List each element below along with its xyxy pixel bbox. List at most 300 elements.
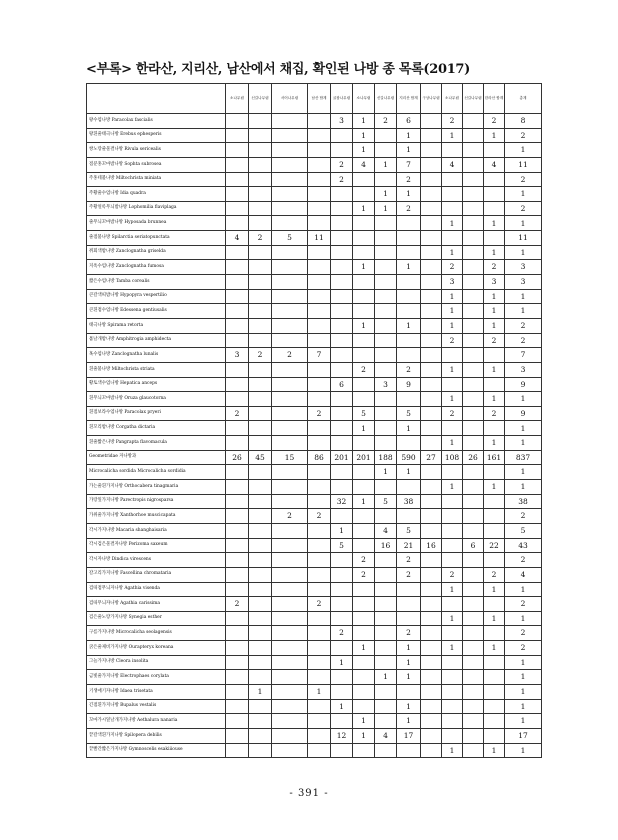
- count-cell: [249, 626, 272, 641]
- count-cell: [375, 597, 397, 612]
- count-cell: [331, 436, 353, 451]
- count-cell: [421, 626, 442, 641]
- count-cell: 38: [505, 494, 542, 509]
- count-cell: 1: [397, 187, 421, 202]
- count-cell: 1: [375, 157, 397, 172]
- count-cell: 3: [505, 362, 542, 377]
- count-cell: [463, 260, 484, 275]
- count-cell: [308, 289, 331, 304]
- count-cell: 1: [249, 684, 272, 699]
- count-cell: [442, 172, 463, 187]
- count-cell: [226, 304, 249, 319]
- count-cell: 1: [442, 480, 463, 495]
- count-cell: 32: [331, 494, 353, 509]
- table-row: [87, 728, 542, 743]
- count-cell: 2: [308, 406, 331, 421]
- table-row: [87, 597, 542, 612]
- count-cell: [442, 201, 463, 216]
- count-cell: [331, 480, 353, 495]
- count-cell: [375, 318, 397, 333]
- count-cell: [331, 406, 353, 421]
- count-cell: [226, 728, 249, 743]
- table-row: [87, 480, 542, 495]
- count-cell: [272, 684, 308, 699]
- count-cell: 11: [505, 231, 542, 246]
- count-cell: 3: [505, 275, 542, 290]
- count-cell: 1: [353, 260, 375, 275]
- count-cell: [226, 684, 249, 699]
- count-cell: 2: [397, 172, 421, 187]
- species-name: 가랑잎가지나방 Parectropis nigrosparsa: [87, 494, 226, 509]
- count-cell: [353, 509, 375, 524]
- count-cell: [272, 626, 308, 641]
- count-cell: 1: [505, 670, 542, 685]
- count-cell: [249, 582, 272, 597]
- count-cell: [331, 187, 353, 202]
- count-cell: [226, 655, 249, 670]
- count-cell: 2: [331, 172, 353, 187]
- count-cell: [375, 480, 397, 495]
- count-cell: 2: [331, 626, 353, 641]
- count-cell: [375, 684, 397, 699]
- header-species: [87, 84, 226, 114]
- species-name: 흰꼬리밤나방 Corgatha dictaria: [87, 421, 226, 436]
- count-cell: [421, 684, 442, 699]
- species-name: 주홍테불나방 Miltochrista miniata: [87, 172, 226, 187]
- species-name: Microcalicha sordida Microcalicha sordidia: [87, 465, 226, 480]
- count-cell: 2: [484, 114, 505, 129]
- count-cell: [331, 260, 353, 275]
- species-table: [86, 83, 542, 758]
- count-cell: [331, 392, 353, 407]
- count-cell: [421, 143, 442, 158]
- count-cell: [353, 348, 375, 363]
- count-cell: 43: [505, 538, 542, 553]
- header-column: 지리산 합계: [397, 84, 421, 114]
- species-name: 혹수염나방 Zanclognatha lunalis: [87, 348, 226, 363]
- count-cell: [272, 699, 308, 714]
- count-cell: 1: [505, 143, 542, 158]
- count-cell: 3: [331, 114, 353, 129]
- count-cell: 27: [421, 450, 442, 465]
- count-cell: [249, 597, 272, 612]
- count-cell: [249, 245, 272, 260]
- count-cell: 21: [397, 538, 421, 553]
- count-cell: [272, 304, 308, 319]
- count-cell: [226, 480, 249, 495]
- count-cell: [226, 714, 249, 729]
- count-cell: [421, 670, 442, 685]
- count-cell: 3: [442, 275, 463, 290]
- count-cell: 1: [397, 699, 421, 714]
- table-row: [87, 553, 542, 568]
- count-cell: 1: [331, 655, 353, 670]
- count-cell: [463, 275, 484, 290]
- count-cell: 1: [442, 743, 463, 758]
- count-cell: 2: [505, 553, 542, 568]
- header-column: 한라산 합계: [484, 84, 505, 114]
- species-name: 구름가지나방 Microcalicha seolagensis: [87, 626, 226, 641]
- table-row: [87, 670, 542, 685]
- count-cell: [421, 582, 442, 597]
- count-cell: 2: [249, 231, 272, 246]
- count-cell: [308, 260, 331, 275]
- count-cell: [308, 626, 331, 641]
- count-cell: [421, 406, 442, 421]
- count-cell: [397, 289, 421, 304]
- count-cell: [421, 377, 442, 392]
- count-cell: [463, 392, 484, 407]
- count-cell: [421, 743, 442, 758]
- count-cell: [484, 655, 505, 670]
- count-cell: 2: [505, 641, 542, 656]
- count-cell: [442, 538, 463, 553]
- count-cell: 1: [484, 216, 505, 231]
- table-row: [87, 231, 542, 246]
- count-cell: [226, 333, 249, 348]
- count-cell: [249, 553, 272, 568]
- count-cell: [353, 436, 375, 451]
- header-column: 소나무림: [226, 84, 249, 114]
- count-cell: [249, 480, 272, 495]
- count-cell: [226, 567, 249, 582]
- count-cell: 1: [331, 523, 353, 538]
- count-cell: 5: [397, 523, 421, 538]
- count-cell: 1: [375, 187, 397, 202]
- count-cell: [308, 699, 331, 714]
- count-cell: 1: [442, 641, 463, 656]
- count-cell: [375, 699, 397, 714]
- count-cell: 2: [505, 172, 542, 187]
- species-name: 굵은줄제비가지나방 Ourapteryx koreana: [87, 641, 226, 656]
- species-name: 쌍노랑줄물결나방 Rivula sericealis: [87, 143, 226, 158]
- species-name: 큰흰점수염나방 Edessena gentiusalis: [87, 304, 226, 319]
- count-cell: 1: [484, 392, 505, 407]
- count-cell: [249, 699, 272, 714]
- count-cell: [463, 523, 484, 538]
- count-cell: [463, 362, 484, 377]
- count-cell: 5: [375, 494, 397, 509]
- count-cell: [353, 231, 375, 246]
- count-cell: 1: [353, 201, 375, 216]
- count-cell: [353, 304, 375, 319]
- count-cell: [249, 128, 272, 143]
- count-cell: 590: [397, 450, 421, 465]
- count-cell: 2: [505, 201, 542, 216]
- count-cell: [442, 597, 463, 612]
- count-cell: 1: [308, 684, 331, 699]
- count-cell: [249, 304, 272, 319]
- count-cell: 1: [353, 728, 375, 743]
- count-cell: [226, 538, 249, 553]
- count-cell: [226, 582, 249, 597]
- count-cell: 2: [505, 128, 542, 143]
- header-column: 총계: [505, 84, 542, 114]
- count-cell: 7: [308, 348, 331, 363]
- count-cell: [226, 611, 249, 626]
- count-cell: 17: [505, 728, 542, 743]
- count-cell: [272, 714, 308, 729]
- table-row: [87, 465, 542, 480]
- count-cell: 1: [375, 465, 397, 480]
- count-cell: 1: [484, 245, 505, 260]
- count-cell: 188: [375, 450, 397, 465]
- count-cell: [484, 231, 505, 246]
- count-cell: [308, 728, 331, 743]
- count-cell: 1: [397, 421, 421, 436]
- count-cell: [484, 553, 505, 568]
- species-name: 흰점보라수염나방 Paracolax pryeri: [87, 406, 226, 421]
- count-cell: [331, 611, 353, 626]
- count-cell: [353, 582, 375, 597]
- count-cell: [226, 245, 249, 260]
- count-cell: 1: [353, 128, 375, 143]
- count-cell: 12: [331, 728, 353, 743]
- count-cell: 11: [308, 231, 331, 246]
- count-cell: 1: [442, 611, 463, 626]
- count-cell: [331, 553, 353, 568]
- count-cell: [442, 143, 463, 158]
- count-cell: [463, 641, 484, 656]
- count-cell: [308, 333, 331, 348]
- count-cell: 1: [442, 436, 463, 451]
- count-cell: [463, 553, 484, 568]
- count-cell: 2: [353, 553, 375, 568]
- table-row: [87, 714, 542, 729]
- count-cell: [308, 157, 331, 172]
- count-cell: [272, 567, 308, 582]
- count-cell: [272, 260, 308, 275]
- count-cell: [421, 216, 442, 231]
- count-cell: 11: [505, 157, 542, 172]
- count-cell: [463, 567, 484, 582]
- count-cell: [331, 582, 353, 597]
- table-row: [87, 436, 542, 451]
- count-cell: [226, 626, 249, 641]
- table-row: [87, 304, 542, 319]
- count-cell: [397, 684, 421, 699]
- count-cell: 201: [331, 450, 353, 465]
- count-cell: 1: [505, 187, 542, 202]
- count-cell: [421, 392, 442, 407]
- count-cell: 2: [442, 114, 463, 129]
- count-cell: [249, 392, 272, 407]
- count-cell: 201: [353, 450, 375, 465]
- count-cell: 1: [442, 318, 463, 333]
- count-cell: [272, 187, 308, 202]
- species-name: 가위줄가지나방 Xanthorhoe muscicapata: [87, 509, 226, 524]
- count-cell: 6: [331, 377, 353, 392]
- count-cell: 1: [353, 143, 375, 158]
- count-cell: [353, 655, 375, 670]
- count-cell: [331, 318, 353, 333]
- count-cell: [308, 480, 331, 495]
- count-cell: [463, 143, 484, 158]
- count-cell: [463, 304, 484, 319]
- count-cell: 2: [505, 333, 542, 348]
- count-cell: [484, 714, 505, 729]
- count-cell: [308, 172, 331, 187]
- count-cell: [249, 421, 272, 436]
- count-cell: [375, 231, 397, 246]
- count-cell: [442, 553, 463, 568]
- count-cell: 2: [442, 333, 463, 348]
- count-cell: [249, 318, 272, 333]
- count-cell: [421, 304, 442, 319]
- count-cell: 22: [484, 538, 505, 553]
- species-name: 점분홍꼬마밤나방 Sophta subrosea: [87, 157, 226, 172]
- count-cell: [272, 597, 308, 612]
- header-column: 서어나무림: [272, 84, 308, 114]
- count-cell: [421, 114, 442, 129]
- count-cell: [308, 538, 331, 553]
- species-name: 그늘가지나방 Cleora insolita: [87, 655, 226, 670]
- count-cell: [226, 201, 249, 216]
- count-cell: [272, 538, 308, 553]
- count-cell: [484, 172, 505, 187]
- count-cell: [226, 436, 249, 451]
- count-cell: 86: [308, 450, 331, 465]
- count-cell: [308, 362, 331, 377]
- species-name: 주황얼룩무늬밤나방 Lophomilia flaviplaga: [87, 201, 226, 216]
- table-row: [87, 128, 542, 143]
- count-cell: [484, 377, 505, 392]
- count-cell: [375, 392, 397, 407]
- count-cell: 1: [375, 670, 397, 685]
- count-cell: 4: [375, 728, 397, 743]
- species-name: 끝갈색흰가지나방 Spilopera debilis: [87, 728, 226, 743]
- count-cell: [421, 567, 442, 582]
- count-cell: [249, 538, 272, 553]
- count-cell: [375, 275, 397, 290]
- count-cell: [421, 714, 442, 729]
- count-cell: [249, 406, 272, 421]
- count-cell: 1: [484, 641, 505, 656]
- count-cell: [331, 245, 353, 260]
- header-column: 구상나무림: [421, 84, 442, 114]
- count-cell: [226, 743, 249, 758]
- count-cell: [397, 509, 421, 524]
- count-cell: [331, 465, 353, 480]
- count-cell: 1: [505, 289, 542, 304]
- count-cell: [375, 714, 397, 729]
- count-cell: [331, 597, 353, 612]
- count-cell: 1: [505, 714, 542, 729]
- count-cell: 837: [505, 450, 542, 465]
- count-cell: 1: [442, 392, 463, 407]
- species-name: 기생애기자나방 Idaea trisetata: [87, 684, 226, 699]
- count-cell: [421, 275, 442, 290]
- count-cell: 1: [397, 318, 421, 333]
- count-cell: [308, 743, 331, 758]
- count-cell: [331, 567, 353, 582]
- count-cell: 1: [484, 582, 505, 597]
- count-cell: [421, 128, 442, 143]
- table-row: [87, 260, 542, 275]
- count-cell: [421, 465, 442, 480]
- species-name: 갈고리가지나방 Fascellina chromataria: [87, 567, 226, 582]
- count-cell: [421, 699, 442, 714]
- count-cell: 4: [375, 523, 397, 538]
- count-cell: [421, 260, 442, 275]
- count-cell: [249, 187, 272, 202]
- count-cell: [421, 597, 442, 612]
- count-cell: 1: [442, 128, 463, 143]
- count-cell: [442, 728, 463, 743]
- count-cell: 26: [226, 450, 249, 465]
- count-cell: [442, 523, 463, 538]
- table-row: [87, 172, 542, 187]
- count-cell: [463, 114, 484, 129]
- table-row: [87, 377, 542, 392]
- count-cell: [375, 743, 397, 758]
- count-cell: [484, 494, 505, 509]
- count-cell: [484, 684, 505, 699]
- count-cell: [463, 377, 484, 392]
- count-cell: 1: [397, 655, 421, 670]
- count-cell: 4: [442, 157, 463, 172]
- count-cell: [249, 655, 272, 670]
- count-cell: 2: [505, 597, 542, 612]
- count-cell: 2: [226, 406, 249, 421]
- count-cell: [331, 304, 353, 319]
- table-row: [87, 641, 542, 656]
- count-cell: [375, 245, 397, 260]
- count-cell: [249, 743, 272, 758]
- count-cell: 2: [505, 626, 542, 641]
- count-cell: [226, 494, 249, 509]
- count-cell: [353, 377, 375, 392]
- table-row: [87, 421, 542, 436]
- count-cell: [308, 641, 331, 656]
- count-cell: [375, 553, 397, 568]
- count-cell: [463, 670, 484, 685]
- count-cell: [331, 231, 353, 246]
- count-cell: [226, 172, 249, 187]
- count-cell: [226, 392, 249, 407]
- count-cell: 2: [397, 567, 421, 582]
- table-row: [87, 333, 542, 348]
- count-cell: [353, 392, 375, 407]
- header-column: 소나무림: [442, 84, 463, 114]
- count-cell: 1: [484, 611, 505, 626]
- count-cell: [484, 421, 505, 436]
- count-cell: 2: [308, 509, 331, 524]
- count-cell: 1: [442, 289, 463, 304]
- count-cell: [331, 509, 353, 524]
- count-cell: [308, 494, 331, 509]
- count-cell: [463, 231, 484, 246]
- count-cell: [308, 655, 331, 670]
- count-cell: [308, 187, 331, 202]
- count-cell: [249, 143, 272, 158]
- count-cell: [353, 187, 375, 202]
- count-cell: [463, 655, 484, 670]
- count-cell: [308, 553, 331, 568]
- count-cell: 3: [375, 377, 397, 392]
- table-row: [87, 318, 542, 333]
- count-cell: [353, 699, 375, 714]
- count-cell: [484, 187, 505, 202]
- header-column: 소나무림: [353, 84, 375, 114]
- count-cell: 2: [249, 348, 272, 363]
- count-cell: [331, 641, 353, 656]
- count-cell: [421, 245, 442, 260]
- count-cell: 4: [353, 157, 375, 172]
- count-cell: [463, 318, 484, 333]
- count-cell: [272, 611, 308, 626]
- table-row: [87, 743, 542, 758]
